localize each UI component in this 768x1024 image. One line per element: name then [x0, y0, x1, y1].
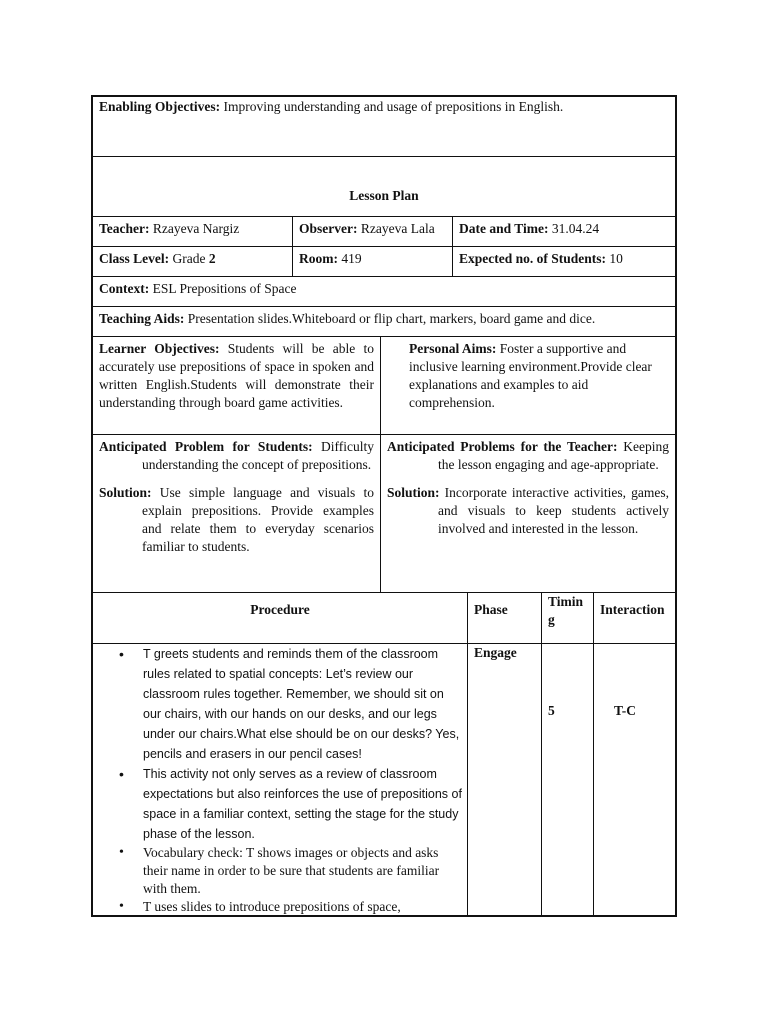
- interaction-header-cell: [593, 593, 675, 643]
- lesson-plan-table: [91, 95, 677, 917]
- interaction-value: T-C: [614, 703, 637, 718]
- expected-cell: [452, 247, 675, 276]
- room-value: 419: [338, 251, 362, 266]
- class-row: [93, 247, 675, 277]
- teacher-problem-cell: [380, 435, 675, 592]
- personal-aims-text: Foster a supportive and inclusive learning environment.Provide clear explanations and examples to aid comprehension.: [409, 341, 652, 410]
- procedure-item-1: • T greets students and reminds them of the classroom rules related to spatial concepts: Let’s review our classroom rules together. Remember, we should sit on our chairs, with our hands on our desks, and our legs under our chairs.What else should be on our desks? Yes, pencils and erasers in our pencil cases!: [93, 644, 463, 764]
- teacher-problem-text: Keeping the lesson engaging and age-appropriate.: [438, 439, 669, 472]
- observer-label: Observer:: [299, 221, 358, 236]
- procedure-item-2: • This activity not only serves as a review of classroom expectations but also reinforces the use of prepositions of space in a familiar context, setting the stage for the study phase of the lesson.: [93, 764, 463, 844]
- procedure-header-row: [93, 593, 675, 644]
- learner-objectives-cell: [93, 337, 380, 434]
- student-problem: [99, 438, 374, 474]
- datetime-value: 31.04.24: [548, 221, 600, 236]
- student-problem-text: Difficulty understanding the concept of prepositions.: [142, 439, 374, 472]
- procedure-header: Procedure: [250, 602, 310, 617]
- title-cell: [93, 157, 675, 216]
- timing-cell: [541, 644, 593, 915]
- phase-cell: [467, 644, 541, 915]
- phase-header-cell: [467, 593, 541, 643]
- student-solution: [99, 484, 374, 556]
- enabling-objectives-text: Improving understanding and usage of prepositions in English.: [220, 99, 564, 114]
- datetime-label: Date and Time:: [459, 221, 549, 236]
- objectives-row: [93, 337, 675, 435]
- class-level-grade: 2: [208, 251, 216, 266]
- problems-row: [93, 435, 675, 593]
- personal-aims-cell: [380, 337, 675, 434]
- student-solution-label: Solution:: [99, 485, 152, 500]
- class-level-label: Class Level:: [99, 251, 170, 266]
- teacher-row: [93, 217, 675, 247]
- room-cell: [292, 247, 452, 276]
- enabling-objectives-cell: [93, 97, 675, 156]
- personal-aims-label: Personal Aims:: [409, 341, 497, 356]
- teaching-aids-cell: [93, 307, 675, 336]
- context-row: [93, 277, 675, 307]
- student-problem-label: Anticipated Problem for Students:: [99, 439, 313, 454]
- teacher-cell: [93, 217, 292, 246]
- teacher-label: Teacher:: [99, 221, 150, 236]
- expected-value: 10: [606, 251, 623, 266]
- context-label: Context:: [99, 281, 150, 296]
- teaching-aids-row: [93, 307, 675, 337]
- procedure-list: [93, 644, 463, 916]
- timing-value: 5: [548, 703, 555, 718]
- phase-header: Phase: [474, 602, 508, 617]
- procedure-body-row: [93, 644, 675, 915]
- enabling-objectives-row: [93, 97, 675, 157]
- timing-header-cell: [541, 593, 593, 643]
- teacher-problem: [387, 438, 669, 474]
- procedure-cell: [93, 644, 467, 915]
- student-solution-text: Use simple language and visuals to explain prepositions. Provide examples and relate them to everyday scenarios familiar to students.: [142, 485, 374, 554]
- procedure-item-3: • Vocabulary check: T shows images or objects and asks their name in order to be sure that students are familiar with them.: [93, 844, 463, 898]
- phase-value: Engage: [474, 645, 517, 660]
- teacher-solution-text: Incorporate interactive activities, games, and visuals to keep students actively involved and interested in the lesson.: [438, 485, 669, 536]
- lesson-plan-title: Lesson Plan: [349, 188, 419, 203]
- teacher-solution-label: Solution:: [387, 485, 440, 500]
- context-value: ESL Prepositions of Space: [149, 281, 297, 296]
- interaction-header: Interaction: [600, 602, 665, 617]
- teaching-aids-value: Presentation slides.Whiteboard or flip chart, markers, board game and dice.: [184, 311, 596, 326]
- context-cell: [93, 277, 675, 306]
- enabling-objectives-label: Enabling Objectives:: [99, 99, 221, 114]
- procedure-header-cell: [93, 593, 467, 643]
- teacher-problem-label: Anticipated Problems for the Teacher:: [387, 439, 618, 454]
- observer-value: Rzayeva Lala: [357, 221, 435, 236]
- datetime-cell: [452, 217, 675, 246]
- student-problem-cell: [93, 435, 380, 592]
- expected-label: Expected no. of Students:: [459, 251, 607, 266]
- teaching-aids-label: Teaching Aids:: [99, 311, 185, 326]
- title-row: [93, 157, 675, 217]
- learner-objectives-label: Learner Objectives:: [99, 341, 220, 356]
- timing-header: Timing: [548, 594, 584, 627]
- room-label: Room:: [299, 251, 338, 266]
- learner-objectives-text: Students will be able to accurately use prepositions of space in spoken and written English.Students will demonstrate their understanding through board game activities.: [99, 341, 375, 410]
- observer-cell: [292, 217, 452, 246]
- procedure-item-4: • T uses slides to introduce prepositions of space,: [93, 898, 463, 916]
- teacher-solution: [387, 484, 669, 538]
- teacher-value: Rzayeva Nargiz: [149, 221, 240, 236]
- class-level-cell: [93, 247, 292, 276]
- class-level-value: Grade: [169, 251, 209, 266]
- interaction-cell: [593, 644, 675, 915]
